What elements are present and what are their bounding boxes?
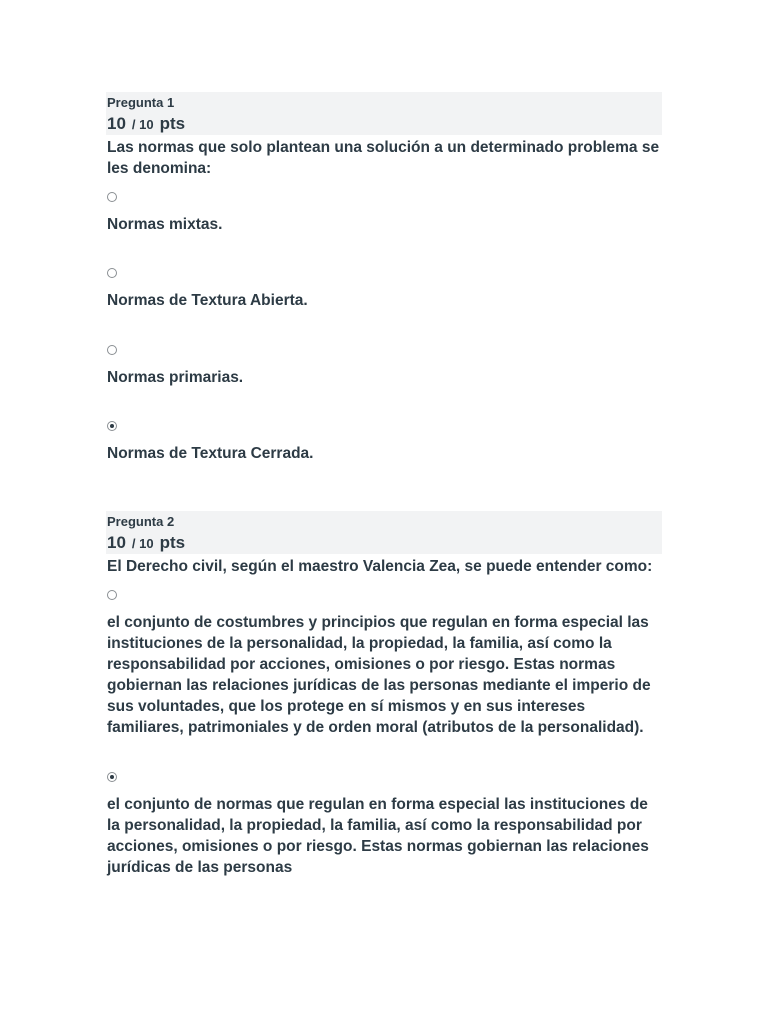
- answer-label: Normas de Textura Cerrada.: [107, 445, 314, 462]
- answer-label: el conjunto de costumbres y principios que regulan en forma especial las instituciones de la personalidad, la propiedad, la familia, así como la responsabilidad por acciones, omisiones o por riesgo. Estas normas gobiernan las relaciones jurídicas de las personas mediante el imperio de sus voluntades, que los protege en sí mismos y en sus intereses familiares, patrimoniales y de orden moral (atributos de la personalidad).: [107, 614, 651, 736]
- answer-option[interactable]: [106, 345, 662, 388]
- answer-label: Normas mixtas.: [107, 216, 223, 233]
- question-title: Pregunta 2: [107, 514, 175, 529]
- question-header: [106, 511, 662, 554]
- question-1: [106, 92, 662, 464]
- radio-button[interactable]: [107, 268, 117, 278]
- answer-label: Normas primarias.: [107, 369, 244, 386]
- points-score: 10: [107, 533, 126, 552]
- question-points: [107, 533, 185, 553]
- question-text: Las normas que solo plantean una solución a un determinado problema se les denomina:: [107, 139, 660, 177]
- question-2: [106, 511, 662, 878]
- points-out-of: / 10: [131, 536, 154, 551]
- question-points: [107, 114, 185, 134]
- points-score: 10: [107, 114, 126, 133]
- question-text: El Derecho civil, según el maestro Valencia Zea, se puede entender como:: [107, 558, 653, 575]
- points-label: pts: [159, 533, 186, 552]
- radio-button[interactable]: [107, 345, 117, 355]
- points-label: pts: [159, 114, 186, 133]
- answer-option[interactable]: [106, 192, 662, 235]
- points-out-of: / 10: [131, 117, 154, 132]
- answer-option[interactable]: [106, 268, 662, 311]
- question-header: [106, 92, 662, 135]
- question-title: Pregunta 1: [107, 95, 175, 110]
- radio-button[interactable]: [107, 590, 117, 600]
- answer-option[interactable]: [106, 421, 662, 464]
- answer-option[interactable]: [106, 590, 662, 738]
- answer-label: el conjunto de normas que regulan en forma especial las instituciones de la personalidad, la propiedad, la familia, así como la responsabilidad por acciones, omisiones o por riesgo. Estas normas gobiernan las relaciones jurídicas de las personas: [107, 796, 649, 876]
- radio-button[interactable]: [107, 192, 117, 202]
- radio-button-selected[interactable]: [107, 421, 117, 431]
- answer-option[interactable]: [106, 772, 662, 878]
- answer-label: Normas de Textura Abierta.: [107, 292, 308, 309]
- radio-button-selected[interactable]: [107, 772, 117, 782]
